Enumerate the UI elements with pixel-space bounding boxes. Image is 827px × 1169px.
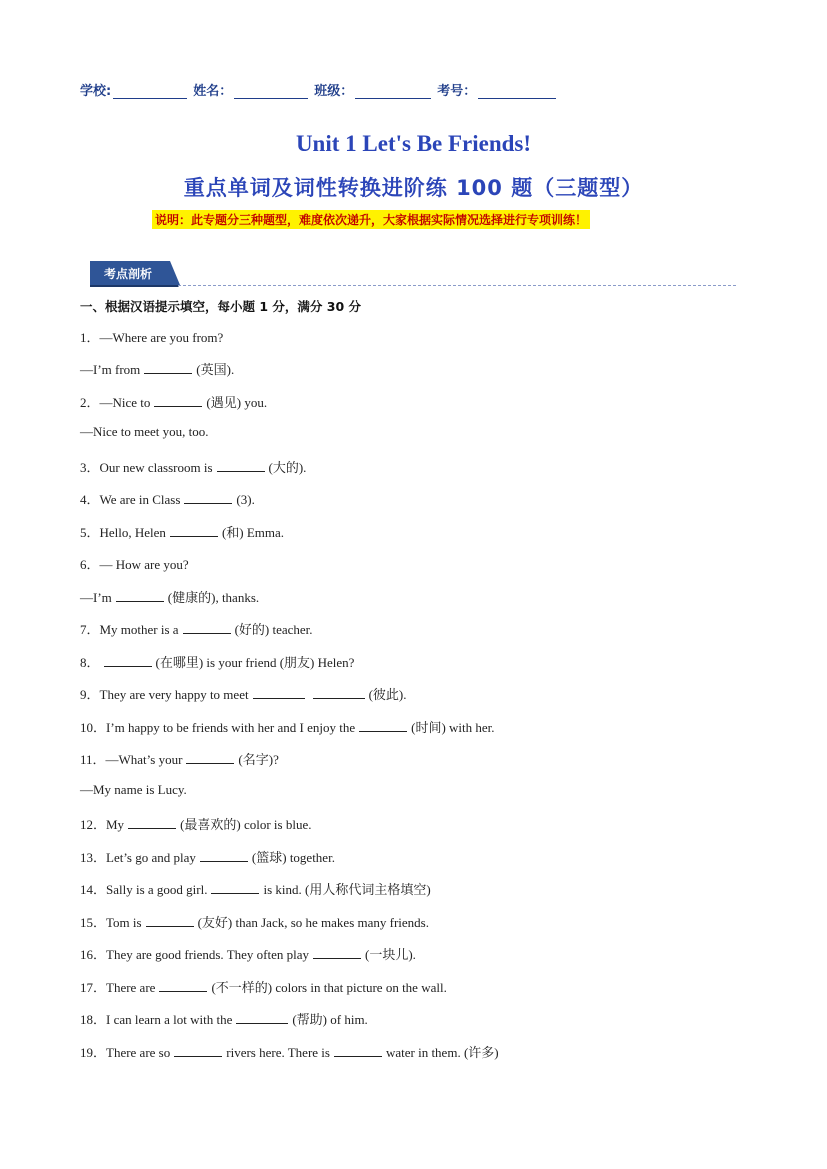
answer-blank[interactable] xyxy=(236,1011,288,1024)
exam-no-field[interactable] xyxy=(437,80,556,99)
question-1b: —I’m from (英国). xyxy=(80,362,235,377)
answer-blank[interactable] xyxy=(217,459,265,472)
school-label: 学校: xyxy=(80,84,112,99)
exam-no-line xyxy=(478,84,556,99)
answer-blank[interactable] xyxy=(104,654,152,667)
class-field[interactable] xyxy=(314,80,431,99)
answer-blank[interactable] xyxy=(174,1044,222,1057)
student-info-row xyxy=(80,80,562,99)
answer-blank[interactable] xyxy=(211,881,259,894)
answer-blank[interactable] xyxy=(253,686,305,699)
question-18: 18．I can learn a lot with the (帮助) of him. xyxy=(80,1012,368,1027)
answer-blank[interactable] xyxy=(159,979,207,992)
answer-blank[interactable] xyxy=(334,1044,382,1057)
section-divider xyxy=(178,285,736,286)
name-label: 姓名： xyxy=(193,84,233,99)
question-17: 17．There are (不一样的) colors in that picture on the wall. xyxy=(80,980,447,995)
question-5: 5．Hello, Helen (和) Emma. xyxy=(80,525,285,540)
answer-blank[interactable] xyxy=(146,914,194,927)
answer-blank[interactable] xyxy=(186,751,234,764)
chinese-title: 重点单词及词性转换进阶练 100 题（三题型） xyxy=(183,176,644,200)
answer-blank[interactable] xyxy=(183,621,231,634)
answer-blank[interactable] xyxy=(170,524,218,537)
question-19: 19．There are so rivers here. There is water in them. (许多) xyxy=(80,1045,499,1060)
answer-blank[interactable] xyxy=(313,946,361,959)
name-line xyxy=(234,84,308,99)
question-4: 4．We are in Class (3). xyxy=(80,492,255,507)
question-9: 9．They are very happy to meet (彼此). xyxy=(80,687,407,702)
exam-no-label: 考号： xyxy=(437,84,477,99)
answer-blank[interactable] xyxy=(359,719,407,732)
question-2b: —Nice to meet you, too. xyxy=(80,424,209,439)
section-tag xyxy=(90,261,180,285)
question-13: 13．Let’s go and play (篮球) together. xyxy=(80,850,335,865)
question-6a: 6．— How are you? xyxy=(80,557,189,572)
school-field[interactable] xyxy=(80,80,187,99)
question-6b: —I’m (健康的), thanks. xyxy=(80,590,260,605)
question-11b: —My name is Lucy. xyxy=(80,782,187,797)
question-15: 15．Tom is (友好) than Jack, so he makes many friends. xyxy=(80,915,429,930)
question-7: 7．My mother is a (好的) teacher. xyxy=(80,622,313,637)
answer-blank[interactable] xyxy=(184,491,232,504)
answer-blank[interactable] xyxy=(144,361,192,374)
question-11a: 11．—What’s your (名字)? xyxy=(80,752,279,767)
question-3: 3．Our new classroom is (大的). xyxy=(80,460,307,475)
answer-blank[interactable] xyxy=(154,394,202,407)
question-8: 8． (在哪里) is your friend (朋友) Helen? xyxy=(80,655,355,670)
question-1a: 1．—Where are you from? xyxy=(80,330,224,345)
question-2a: 2．—Nice to (遇见) you. xyxy=(80,395,268,410)
answer-blank[interactable] xyxy=(313,686,365,699)
class-label: 班级： xyxy=(314,84,354,99)
instruction-note: 说明：此专题分三种题型，难度依次递升，大家根据实际情况选择进行专项训练！ xyxy=(152,210,590,229)
question-14: 14．Sally is a good girl. is kind. (用人称代词主格填空) xyxy=(80,882,431,897)
class-line xyxy=(355,84,431,99)
english-title: Unit 1 Let's Be Friends! xyxy=(295,131,532,156)
section-heading: 一、根据汉语提示填空，每小题 1 分，满分 30 分 xyxy=(80,299,362,314)
answer-blank[interactable] xyxy=(116,589,164,602)
question-16: 16．They are good friends. They often play (一块儿). xyxy=(80,947,416,962)
name-field[interactable] xyxy=(193,80,308,99)
question-12: 12．My (最喜欢的) color is blue. xyxy=(80,817,312,832)
school-line xyxy=(113,84,187,99)
answer-blank[interactable] xyxy=(128,816,176,829)
question-10: 10．I’m happy to be friends with her and I enjoy the (时间) with her. xyxy=(80,720,495,735)
tag-label: 考点剖析 xyxy=(104,267,153,281)
answer-blank[interactable] xyxy=(200,849,248,862)
